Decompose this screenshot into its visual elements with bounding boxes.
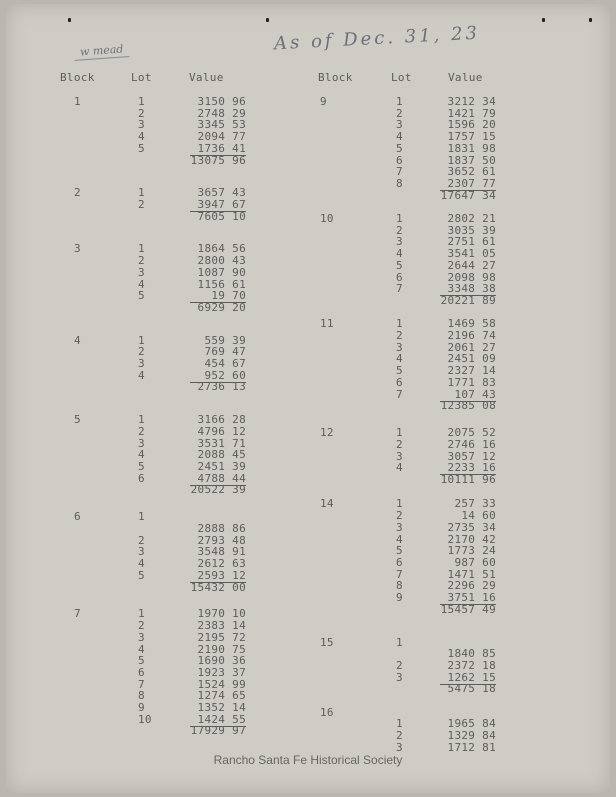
lot-value: 1837 50 [447, 153, 496, 167]
lot-number: 2 [138, 106, 145, 120]
block-total: 7605 10 [197, 209, 246, 223]
block-number: 12 [320, 426, 334, 440]
lot-number: 2 [396, 509, 403, 523]
block-number: 5 [74, 413, 81, 427]
lot-number: 2 [396, 329, 403, 342]
lot-number: 3 [396, 740, 403, 754]
lot-value: 952 60 [190, 370, 246, 383]
lot-number: 3 [396, 520, 403, 534]
lot-value: 2196 74 [447, 329, 496, 342]
lot-number: 4 [138, 130, 145, 144]
lot-value: 1352 14 [197, 701, 246, 715]
lot-value: 3657 43 [197, 186, 246, 200]
lot-value: 2451 39 [197, 460, 246, 474]
block-total: 20522 39 [190, 483, 246, 497]
lot-value: 1596 20 [447, 118, 496, 132]
block-total: 17929 97 [190, 724, 246, 738]
document-page [6, 4, 610, 793]
lot-value: 1864 56 [197, 242, 246, 256]
lot-value: 1840 85 [447, 647, 496, 661]
lot-number: 2 [138, 345, 145, 359]
lot-number: 5 [396, 544, 403, 558]
lot-number: 2 [396, 729, 403, 743]
lot-value: 1831 98 [447, 141, 496, 155]
header-value-right: Value [448, 71, 483, 84]
lot-value: 1690 36 [197, 654, 246, 668]
punch-mark [68, 18, 71, 22]
lot-value: 3150 96 [197, 95, 246, 108]
lot-value: 2751 61 [447, 235, 496, 249]
lot-value: 2888 86 [197, 522, 246, 536]
lot-value: 1970 10 [197, 607, 246, 621]
block-number: 11 [320, 317, 334, 331]
lot-value: 257 33 [454, 497, 496, 511]
lot-number: 2 [138, 619, 145, 633]
block-number: 3 [74, 242, 81, 256]
lot-value: 2383 14 [197, 619, 246, 633]
lot-number: 1 [396, 95, 403, 108]
header-block-left: Block [60, 71, 95, 84]
lot-number: 1 [138, 242, 145, 256]
header-lot-right: Lot [391, 71, 412, 84]
lot-value: 3035 39 [447, 223, 496, 237]
lot-number: 2 [396, 658, 403, 672]
block-number: 10 [320, 212, 334, 225]
lot-number: 3 [138, 436, 145, 450]
lot-number: 7 [396, 165, 403, 179]
lot-value: 3652 61 [447, 165, 496, 179]
lot-value: 3541 05 [447, 247, 496, 261]
lot-value: 1262 15 [440, 672, 496, 685]
lot-value: 2327 14 [447, 364, 496, 378]
lot-value: 2190 75 [197, 642, 246, 656]
lot-value: 769 47 [204, 345, 246, 359]
header-block-right: Block [318, 71, 353, 84]
handwritten-left-note: w mead [74, 42, 130, 61]
lot-number: 5 [396, 364, 403, 378]
lot-value: 2612 63 [197, 557, 246, 571]
block-number: 16 [320, 705, 334, 719]
lot-value: 1469 58 [447, 317, 496, 331]
lot-number: 7 [396, 567, 403, 581]
lot-value: 4788 44 [190, 473, 246, 486]
lot-value: 2802 21 [447, 212, 496, 225]
lot-number: 6 [396, 270, 403, 284]
lot-value: 3947 67 [190, 199, 246, 212]
lot-value: 2233 16 [440, 462, 496, 475]
lot-value: 1471 51 [447, 567, 496, 581]
lot-value: 1712 81 [447, 740, 496, 754]
lot-number: 3 [138, 118, 145, 132]
lot-value: 2170 42 [447, 532, 496, 546]
lot-number: 6 [396, 555, 403, 569]
lot-number: 2 [396, 223, 403, 237]
lot-number: 9 [138, 701, 145, 715]
lot-value: 987 60 [454, 555, 496, 569]
lot-value: 2195 72 [197, 630, 246, 644]
lot-value: 3548 91 [197, 545, 246, 559]
lot-number: 3 [396, 235, 403, 249]
lot-number: 8 [138, 689, 145, 703]
lot-number: 8 [396, 579, 403, 593]
lot-number: 6 [396, 375, 403, 389]
lot-number: 1 [138, 333, 145, 347]
lot-value: 1087 90 [197, 265, 246, 279]
block-number: 6 [74, 510, 81, 524]
lot-number: 1 [138, 186, 145, 200]
block-total: 2736 13 [197, 380, 246, 394]
lot-number: 2 [138, 424, 145, 438]
lot-value: 2735 34 [447, 520, 496, 534]
lot-number: 3 [396, 118, 403, 132]
block-total: 20221 89 [440, 293, 496, 307]
lot-value: 19 70 [190, 290, 246, 303]
lot-number: 10 [138, 712, 152, 726]
lot-number: 2 [138, 197, 145, 211]
lot-value: 2800 43 [197, 254, 246, 268]
block-total: 10111 96 [440, 472, 496, 486]
block-number: 7 [74, 607, 81, 621]
lot-number: 1 [396, 426, 403, 440]
lot-number: 6 [138, 471, 145, 485]
lot-number: 4 [396, 352, 403, 366]
lot-value: 1421 79 [447, 106, 496, 120]
lot-value: 2296 29 [447, 579, 496, 593]
lot-value: 2748 29 [197, 106, 246, 120]
lot-value: 2451 09 [447, 352, 496, 366]
handwritten-date-note: As of Dec. 31, 23 [273, 22, 481, 55]
block-total: 6929 20 [197, 300, 246, 314]
lot-value: 1757 15 [447, 130, 496, 144]
block-total: 17647 34 [440, 188, 496, 202]
lot-value: 1329 84 [447, 729, 496, 743]
lot-number: 8 [396, 176, 403, 190]
lot-number: 2 [138, 254, 145, 268]
lot-value: 2088 45 [197, 448, 246, 462]
block-total: 15432 00 [190, 580, 246, 594]
lot-value: 1771 83 [447, 375, 496, 389]
lot-value: 2644 27 [447, 258, 496, 272]
lot-number: 7 [396, 282, 403, 296]
lot-number: 3 [138, 357, 145, 371]
lot-number: 1 [396, 717, 403, 731]
lot-value: 3212 34 [447, 95, 496, 108]
lot-value: 2372 18 [447, 658, 496, 672]
block-number: 14 [320, 497, 334, 511]
lot-number: 5 [138, 568, 145, 582]
lot-value: 3531 71 [197, 436, 246, 450]
lot-number: 1 [396, 497, 403, 511]
punch-mark [589, 18, 592, 22]
lot-number: 2 [138, 533, 145, 547]
block-total: 13075 96 [190, 153, 246, 167]
lot-number: 4 [138, 368, 145, 382]
lot-number: 1 [138, 413, 145, 427]
lot-value: 3751 16 [440, 592, 496, 605]
lot-number: 4 [138, 448, 145, 462]
lot-number: 7 [396, 387, 403, 401]
footer-credit: Rancho Santa Fe Historical Society [213, 753, 403, 767]
lot-number: 4 [138, 642, 145, 656]
lot-value: 1156 61 [197, 277, 246, 291]
lot-value: 2094 77 [197, 130, 246, 144]
lot-number: 3 [396, 340, 403, 354]
lot-value: 4796 12 [197, 424, 246, 438]
lot-value: 2793 48 [197, 533, 246, 547]
lot-number: 6 [138, 665, 145, 679]
lot-number: 7 [138, 677, 145, 691]
header-value-left: Value [189, 71, 224, 84]
lot-value: 107 43 [440, 389, 496, 402]
lot-number: 4 [396, 461, 403, 475]
lot-value: 559 39 [204, 333, 246, 347]
lot-number: 4 [138, 557, 145, 571]
lot-number: 1 [396, 635, 403, 649]
block-total: 15457 49 [440, 602, 496, 616]
lot-number: 5 [138, 289, 145, 303]
lot-number: 1 [138, 95, 145, 108]
lot-value: 1736 41 [190, 143, 246, 156]
lot-value: 1274 65 [197, 689, 246, 703]
lot-number: 2 [396, 437, 403, 451]
lot-value: 2307 77 [440, 178, 496, 191]
lot-value: 454 67 [204, 357, 246, 371]
block-number: 4 [74, 333, 81, 347]
lot-number: 5 [138, 654, 145, 668]
lot-number: 5 [138, 460, 145, 474]
lot-number: 3 [138, 265, 145, 279]
lot-value: 3345 53 [197, 118, 246, 132]
lot-value: 3057 12 [447, 449, 496, 463]
lot-number: 5 [396, 141, 403, 155]
lot-value: 1773 24 [447, 544, 496, 558]
lot-number: 6 [396, 153, 403, 167]
lot-value: 2061 27 [447, 340, 496, 354]
block-number: 1 [74, 95, 81, 108]
block-total: 5475 18 [447, 682, 496, 696]
lot-number: 3 [138, 630, 145, 644]
lot-number: 5 [396, 258, 403, 272]
lot-value: 2075 52 [447, 426, 496, 440]
lot-value: 1965 84 [447, 717, 496, 731]
lot-number: 9 [396, 591, 403, 605]
block-number: 15 [320, 635, 334, 649]
lot-number: 3 [396, 670, 403, 684]
lot-value: 2746 16 [447, 437, 496, 451]
lot-number: 4 [396, 247, 403, 261]
lot-number: 3 [396, 449, 403, 463]
lot-number: 4 [396, 130, 403, 144]
lot-number: 1 [138, 510, 145, 524]
lot-value: 3166 28 [197, 413, 246, 427]
lot-number: 2 [396, 106, 403, 120]
lot-number: 1 [396, 212, 403, 225]
lot-number: 5 [138, 141, 145, 155]
lot-number: 4 [396, 532, 403, 546]
lot-value: 14 60 [461, 509, 496, 523]
lot-value: 1524 99 [197, 677, 246, 691]
lot-value: 2593 12 [190, 570, 246, 583]
lot-value: 1923 37 [197, 665, 246, 679]
lot-value: 1424 55 [190, 714, 246, 727]
punch-mark [542, 18, 545, 22]
lot-number: 1 [396, 317, 403, 331]
lot-number: 4 [138, 277, 145, 291]
lot-number: 1 [138, 607, 145, 621]
block-number: 2 [74, 186, 81, 200]
lot-value: 3348 38 [440, 283, 496, 296]
header-lot-left: Lot [131, 71, 152, 84]
block-number: 9 [320, 95, 327, 108]
lot-number: 3 [138, 545, 145, 559]
punch-mark [266, 18, 269, 22]
block-total: 12385 08 [440, 399, 496, 413]
lot-value: 2098 98 [447, 270, 496, 284]
